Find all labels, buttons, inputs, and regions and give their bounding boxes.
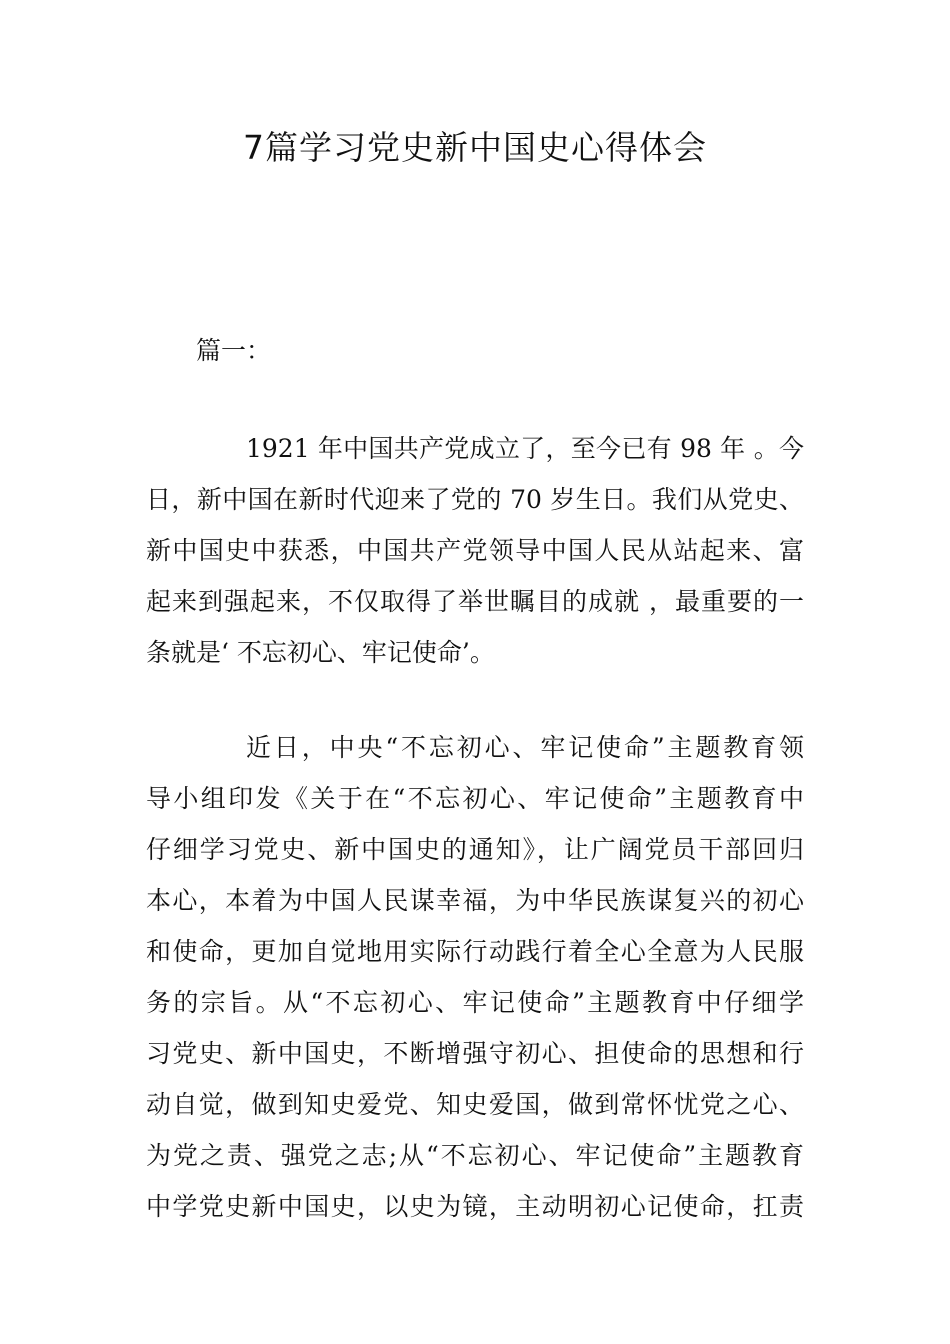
section-label: 篇一：: [196, 336, 272, 365]
paragraph-1: [146, 423, 804, 678]
paragraph-line: 1921 年中国共产党成立了，至今已有 98 年 。今: [246, 434, 804, 463]
paragraph-line: 新中国史中获悉，中国共产党领导中国人民从站起来、富: [146, 536, 804, 565]
paragraph-line: 为党之责、强党之志;从“不忘初心、牢记使命”主题教育: [146, 1141, 804, 1170]
paragraph-line: 近日，中央“不忘初心、牢记使命”主题教育领: [246, 733, 804, 762]
paragraph-line: 条就是‘ 不忘初心、牢记使命’。: [146, 638, 495, 667]
paragraph-line: 起来到强起来，不仅取得了举世瞩目的成就 ，最重要的一: [146, 587, 804, 616]
paragraph-line: 习党史、新中国史，不断增强守初心、担使命的思想和行: [146, 1039, 804, 1068]
paragraph-line: 日，新中国在新时代迎来了党的 70 岁生日。我们从党史、: [146, 485, 804, 514]
paragraph-line: 务的宗旨。从“不忘初心、牢记使命”主题教育中仔细学: [146, 988, 804, 1017]
document-title: 7篇学习党史新中国史心得体会: [243, 128, 707, 167]
paragraph-line: 导小组印发《关于在“不忘初心、牢记使命”主题教育中: [146, 784, 804, 813]
paragraph-line: 中学党史新中国史，以史为镜，主动明初心记使命，扛责: [146, 1192, 804, 1221]
paragraph-line: 本心，本着为中国人民谋幸福，为中华民族谋复兴的初心: [146, 886, 804, 915]
paragraph-2: [146, 722, 804, 1232]
paragraph-line: 仔细学习党史、新中国史的通知》，让广阔党员干部回归: [146, 835, 804, 864]
paragraph-line: 和使命，更加自觉地用实际行动践行着全心全意为人民服: [146, 937, 804, 966]
paragraph-line: 动自觉，做到知史爱党、知史爱国，做到常怀忧党之心、: [146, 1090, 804, 1119]
